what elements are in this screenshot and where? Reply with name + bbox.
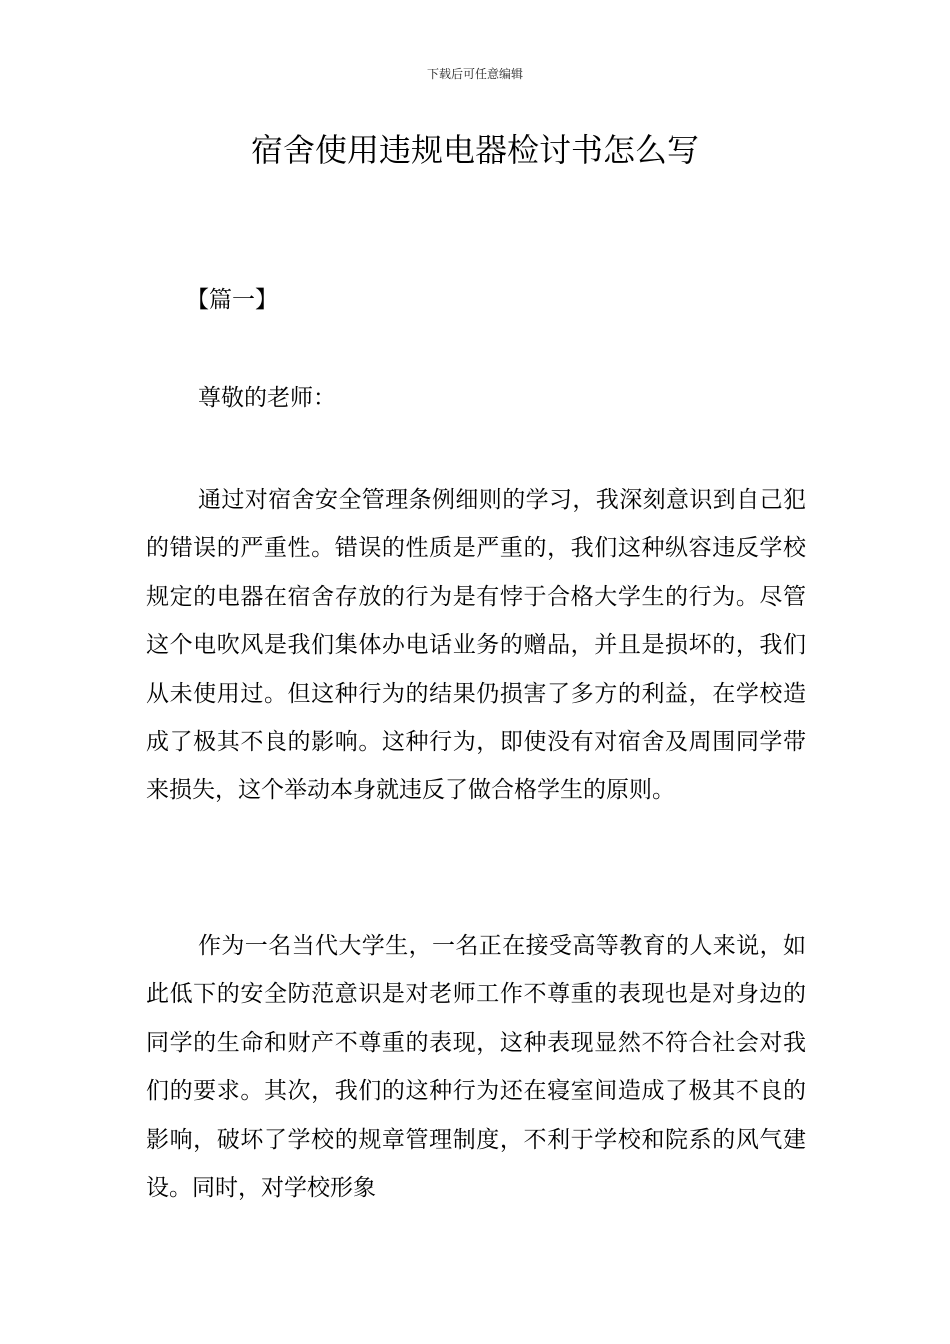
section-label: 【篇一】 <box>186 287 278 313</box>
body-paragraph: 作为一名当代大学生，一名正在接受高等教育的人来说，如此低下的安全防范意识是对老师工作不尊重的表现也是对身边的同学的生命和财产不尊重的表现，这种表现显然不符合社会对我们的要求。其次，我们的这种行为还在寝室间造成了极其不良的影响，破坏了学校的规章管理制度，不利于学校和院系的风气建设。同时，对学校形象 <box>146 933 806 1202</box>
header-note: 下载后可任意编辑 <box>426 67 523 81</box>
salutation: 尊敬的老师： <box>198 385 336 411</box>
body-paragraph: 通过对宿舍安全管理条例细则的学习，我深刻意识到自己犯的错误的严重性。错误的性质是严重的，我们这种纵容违反学校规定的电器在宿舍存放的行为是有悖于合格大学生的行为。尽管这个电吹风是我们集体办电话业务的赠品，并且是损坏的，我们从未使用过。但这种行为的结果仍损害了多方的利益，在学校造成了极其不良的影响。这种行为，即使没有对宿舍及周围同学带来损失，这个举动本身就违反了做合格学生的原则。 <box>146 487 806 804</box>
page-title: 宿舍使用违规电器检讨书怎么写 <box>250 131 699 169</box>
